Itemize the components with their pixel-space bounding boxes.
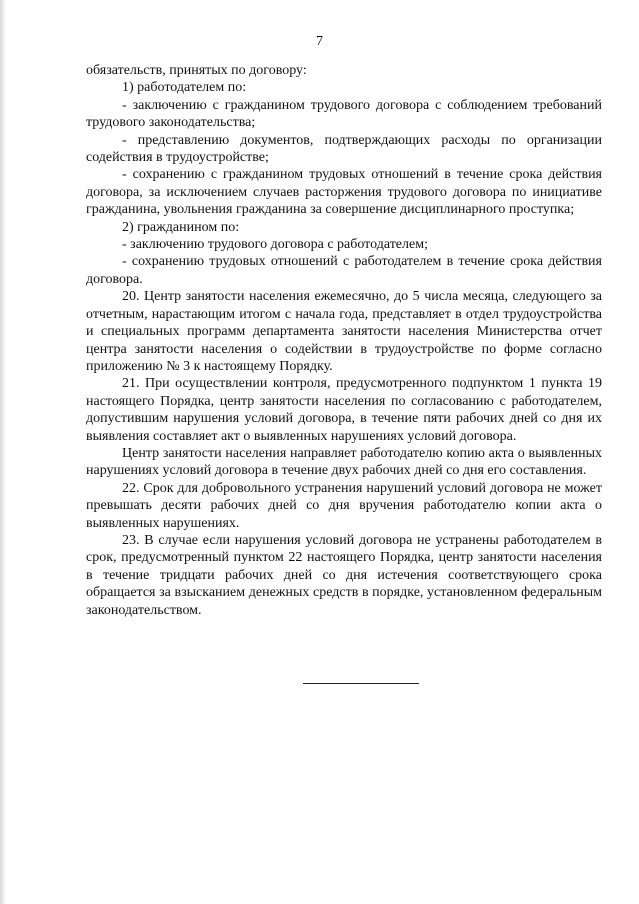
paragraph-clause-23: 23. В случае если нарушения условий договора не устранены работодателем в срок, предусмотренный пунктом 22 настоящего Порядка, центр занятости населения в течение тридцати рабочих дней со дня истечения соответствующего срока обращается за взысканием денежных средств в порядке, установленном федеральным законодательством.: [86, 532, 602, 618]
scan-edge-shadow: [0, 0, 6, 904]
end-of-document-rule: [303, 683, 419, 684]
paragraph-citizen-contract: - заключению трудового договора с работодателем;: [122, 237, 428, 253]
paragraph-employer-retention: - сохранению с гражданином трудовых отношений в течение срока действия договора, за исключением случаев расторжения трудового договора по инициативе гражданина, увольнения гражданина за совершение дисциплинарного проступка;: [86, 167, 602, 218]
paragraph-employer-heading: 1) работодателем по:: [122, 80, 247, 96]
document-body: [86, 62, 602, 619]
page-number: 7: [316, 34, 323, 49]
paragraph-citizen-heading: 2) гражданином по:: [122, 219, 240, 235]
paragraph-employer-documents: - представлению документов, подтверждающих расходы по организации содействия в трудоустройстве;: [86, 132, 602, 166]
paragraph-obligations-intro: обязательств, принятых по договору:: [86, 63, 307, 78]
paragraph-clause-20: 20. Центр занятости населения ежемесячно, до 5 числа месяца, следующего за отчетным, нарастающим итогом с начала года, представляет в отдел трудоустройства и специальных программ департамента занятости населения Министерства отчет центра занятости населения о содействии в трудоустройстве по форме согласно приложению № 3 к настоящему Порядку.: [86, 289, 602, 374]
paragraph-citizen-retention: - сохранению трудовых отношений с работодателем в течение срока действия договора.: [86, 254, 602, 287]
paragraph-employer-contract: - заключению с гражданином трудового договора с соблюдением требований трудового законодательства;: [86, 97, 602, 131]
paragraph-clause-21-copy: Центр занятости населения направляет работодателю копию акта о выявленных нарушениях условий договора в течение двух рабочих дней со дня его составления.: [86, 445, 602, 479]
paragraph-clause-21: 21. При осуществлении контроля, предусмотренного подпунктом 1 пункта 19 настоящего Порядка, центр занятости населения по согласованию с работодателем, допустившим нарушения условий договора, в течение пяти рабочих дней со дня их выявления составляет акт о выявленных нарушениях условий договора.: [86, 376, 602, 444]
paragraph-clause-22: 22. Срок для добровольного устранения нарушений условий договора не может превышать десяти рабочих дней со дня вручения работодателю копии акта о выявленных нарушениях.: [86, 480, 602, 531]
